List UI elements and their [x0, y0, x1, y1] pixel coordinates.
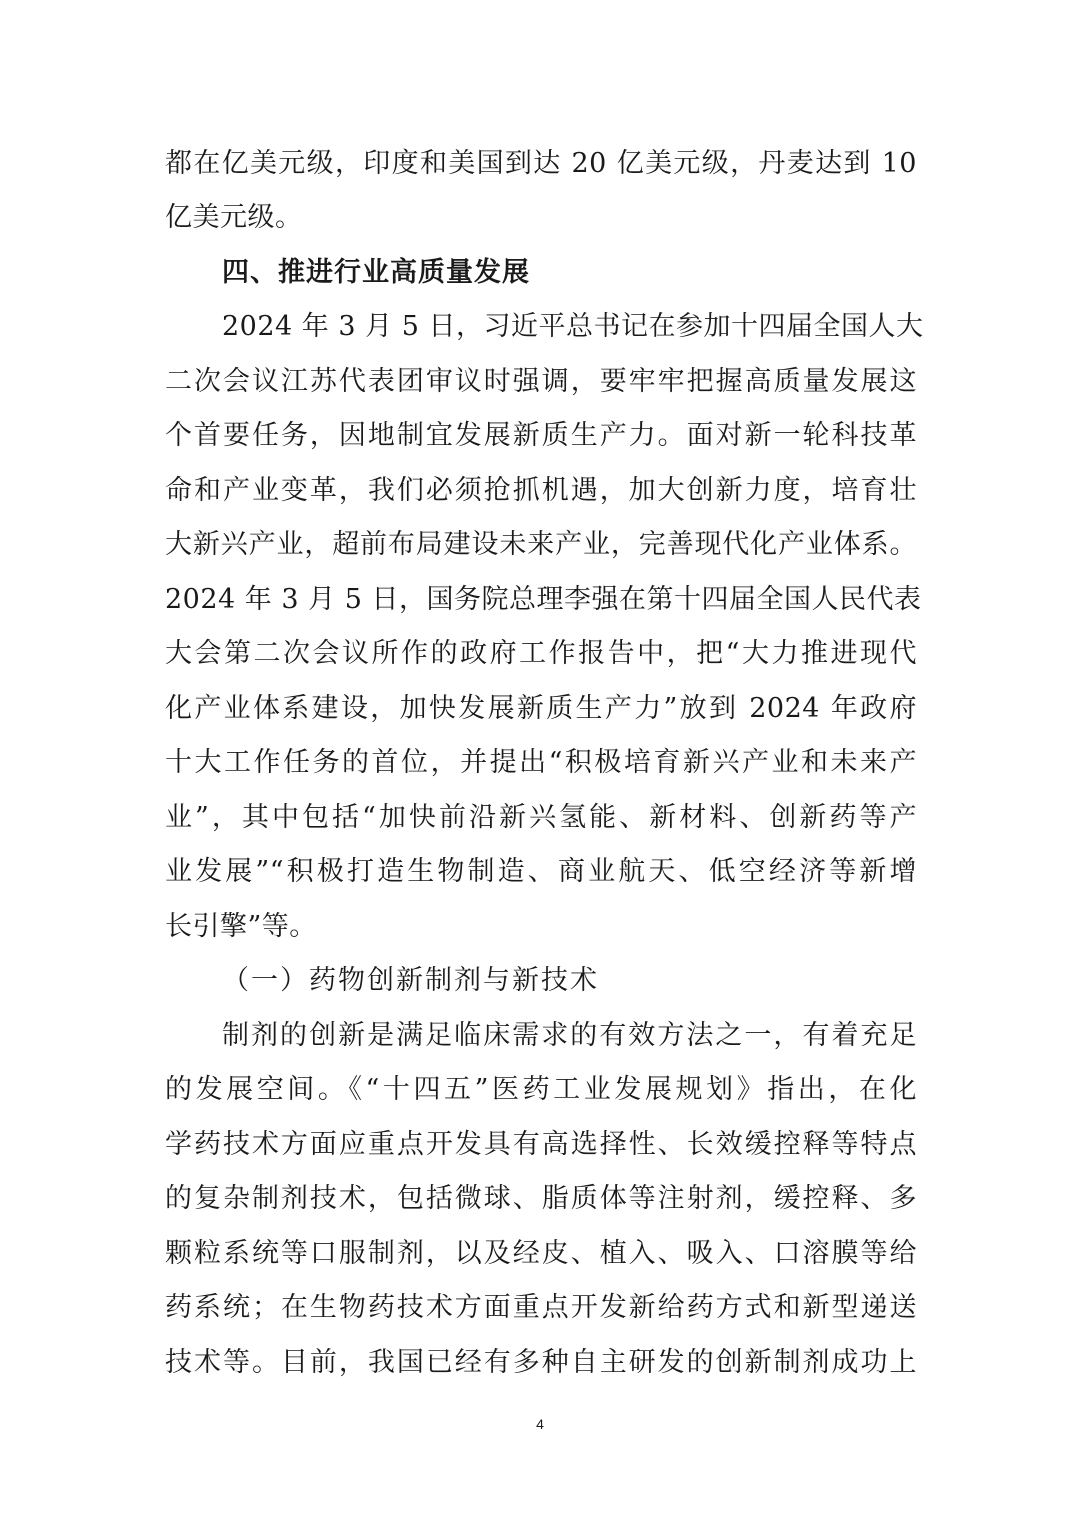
text-line: 2024 年 3 月 5 日，国务院总理李强在第十四届全国人民代表	[165, 584, 922, 615]
page-number: 4	[536, 1416, 544, 1432]
text-line: 2024 年 3 月 5 日，习近平总书记在参加十四届全国人大	[222, 311, 924, 342]
text-line: 的复杂制剂技术，包括微球、脂质体等注射剂，缓控释、多	[165, 1183, 917, 1214]
text-line: 亿美元级。	[165, 202, 303, 233]
text-line: 二次会议江苏代表团审议时强调，要牢牢把握高质量发展这	[165, 366, 917, 397]
text-line: 的发展空间。《“十四五”医药工业发展规划》指出，在化	[165, 1074, 917, 1105]
subsection-heading: （一）药物创新制剂与新技术	[222, 965, 599, 996]
text-line: 命和产业变革，我们必须抢抓机遇，加大创新力度，培育壮	[165, 475, 917, 506]
text-line: 大新兴产业，超前布局建设未来产业，完善现代化产业体系。	[165, 529, 917, 560]
section-heading: 四、推进行业高质量发展	[222, 257, 530, 288]
text-line: 业发展”“积极打造生物制造、商业航天、低空经济等新增	[165, 856, 917, 887]
text-line: 技术等。目前，我国已经有多种自主研发的创新制剂成功上	[165, 1347, 917, 1378]
text-line: 十大工作任务的首位，并提出“积极培育新兴产业和未来产	[165, 747, 917, 778]
text-line: 药系统；在生物药技术方面重点开发新给药方式和新型递送	[165, 1292, 917, 1323]
text-line: 业”，其中包括“加快前沿新兴氢能、新材料、创新药等产	[165, 802, 917, 833]
text-line: 个首要任务，因地制宜发展新质生产力。面对新一轮科技革	[165, 420, 917, 451]
text-line: 都在亿美元级，印度和美国到达 20 亿美元级，丹麦达到 10	[165, 148, 917, 179]
text-line: 大会第二次会议所作的政府工作报告中，把“大力推进现代	[165, 638, 917, 669]
text-line: 化产业体系建设，加快发展新质生产力”放到 2024 年政府	[165, 693, 917, 724]
text-line: 颗粒系统等口服制剂，以及经皮、植入、吸入、口溶膜等给	[165, 1238, 917, 1269]
text-line: 制剂的创新是满足临床需求的有效方法之一，有着充足	[222, 1020, 917, 1051]
text-line: 长引擎”等。	[165, 911, 317, 942]
text-line: 学药技术方面应重点开发具有高选择性、长效缓控释等特点	[165, 1129, 917, 1160]
